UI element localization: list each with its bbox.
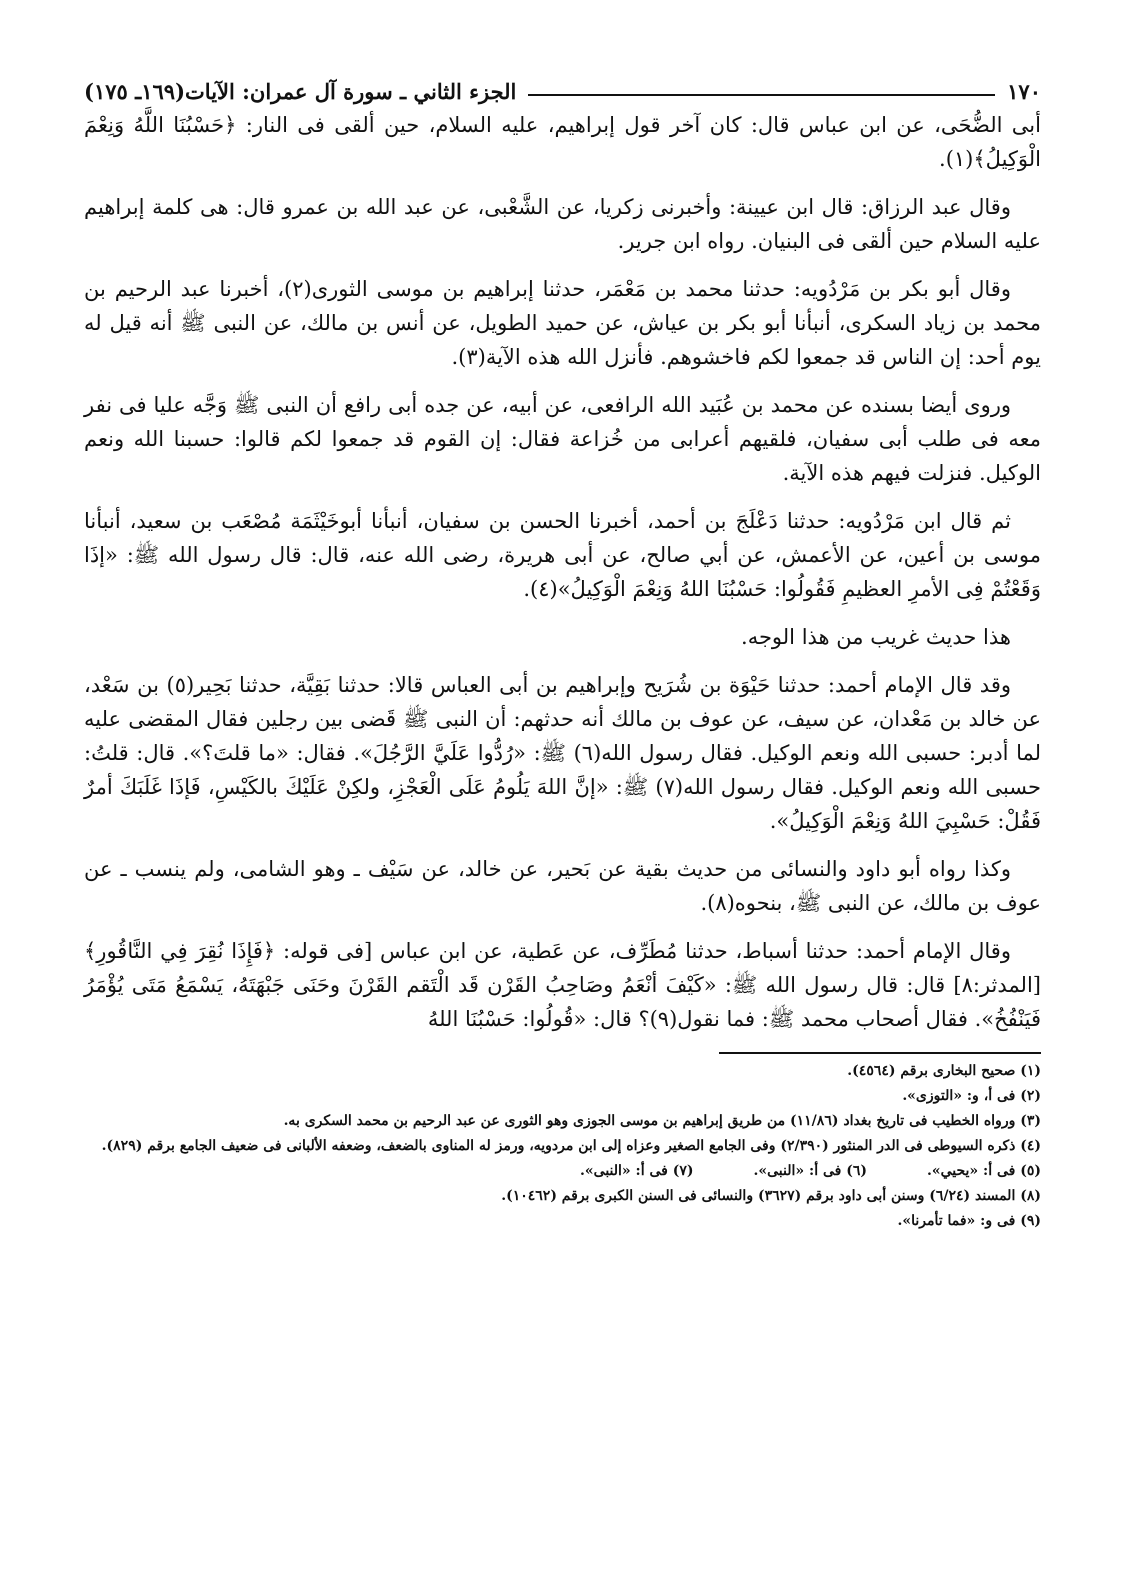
footnote: (٤) ذكره السيوطى فى الدر المنثور (٢/٣٩٠) وفى الجامع الصغير وعزاه إلى ابن مردويه، ورمز له المناوى بالضعف، وضعفه الألبانى فى ضعيف الجامع برقم (٨٢٩).: [101, 1138, 1041, 1154]
page-number: ١٧٠: [1007, 79, 1041, 104]
footnote: (١) صحيح البخارى برقم (٤٥٦٤).: [847, 1063, 1041, 1079]
footnote-separator: [719, 1052, 1041, 1054]
footnote: (٣) ورواه الخطيب فى تاريخ بغداد (١١/٨٦) من طريق إبراهيم بن موسى الجوزى وهو الثورى عن عبد الرحيم بن محمد السكرى به.: [283, 1113, 1041, 1129]
footnote: (٦) فى أ: «النبى».: [753, 1163, 867, 1179]
running-title: الجزء الثاني ـ سورة آل عمران: الآيات(١٦٩ـ ١٧٥): [84, 79, 517, 104]
footnote: (٩) فى و: «فما تأمرنا».: [897, 1213, 1041, 1229]
paragraph: وكذا رواه أبو داود والنسائى من حديث بقية عن بَحير، عن خالد، عن سَيْف ـ وهو الشامى، ولم ينسب ـ عن عوف بن مالك، عن النبى ﷺ، بنحوه(٨).: [84, 857, 1041, 915]
main-text: [84, 108, 1041, 1036]
page-header: [84, 66, 1041, 104]
paragraph: وقد قال الإمام أحمد: حدثنا حَيْوَة بن شُرَيح وإبراهيم بن أبى العباس قالا: حدثنا بَقِيَّة، حدثنا بَحِير(٥) بن سَعْد، عن خالد بن مَعْدان، عن سيف، عن عوف بن مالك أنه حدثهم: أن النبى ﷺ قَضى بين رجلين فقال المقضى عليه لما أدبر: حسبى الله ونعم الوكيل. فقال رسول الله(٦) ﷺ: «رُدُّوا عَلَيَّ الرَّجُلَ». فقال: «ما قلتَ؟». قال: قلتُ: حسبى الله ونعم الوكيل. فقال رسول الله(٧) ﷺ: «إنَّ اللهَ يَلُومُ عَلَى الْعَجْزِ، ولكِنْ عَلَيْكَ بالكَيْسِ، فَإذَا غَلَبَكَ أمرٌ فَقُلْ: حَسْبِيَ اللهُ وَنِعْمَ الْوَكِيلُ».: [84, 673, 1042, 833]
paragraph: ثم قال ابن مَرْدُويه: حدثنا دَعْلَجَ بن أحمد، أخبرنا الحسن بن سفيان، أنبأنا أبوخَيْثَمَة مُصْعَب بن سعيد، أنبأنا موسى بن أعين، عن الأعمش، عن أبي صالح، عن أبى هريرة، رضى الله عنه، قال: قال رسول الله ﷺ: «إذَا وَقَعْتُمْ فِى الأمرِ العظيمِ فَقُولُوا: حَسْبُنَا اللهُ وَنِعْمَ الْوَكِيلُ»(٤).: [84, 509, 1041, 601]
footnote: (٢) فى أ، و: «التوزى».: [902, 1088, 1041, 1104]
paragraph: وقال عبد الرزاق: قال ابن عيينة: وأخبرنى زكريا، عن الشَّعْبى، عن عبد الله بن عمرو قال: هى كلمة إبراهيم عليه السلام حين ألقى فى البنيان. رواه ابن جرير.: [84, 195, 1041, 253]
footnote: (٧) فى أ: «النبى».: [580, 1163, 694, 1179]
footnote: (٥) فى أ: «يحيي».: [926, 1163, 1041, 1179]
paragraph: وقال أبو بكر بن مَرْدُويه: حدثنا محمد بن مَعْمَر، حدثنا إبراهيم بن موسى الثورى(٢)، أخبرنا عبد الرحيم بن محمد بن زياد السكرى، أنبأنا أبو بكر بن عياش، عن حميد الطويل، عن أنس بن مالك، عن النبى ﷺ أنه قيل له يوم أحد: إن الناس قد جمعوا لكم فاخشوهم. فأنزل الله هذه الآية(٣).: [84, 277, 1041, 369]
footnote-row: [84, 1160, 1041, 1182]
paragraph: هذا حديث غريب من هذا الوجه.: [741, 625, 1011, 649]
footnotes: [84, 1060, 1041, 1232]
paragraph: وقال الإمام أحمد: حدثنا أسباط، حدثنا مُطَرِّف، عن عَطية، عن ابن عباس [فى قوله: ﴿فَإِذَا نُقِرَ فِي النَّاقُورِ﴾[المدثر:٨] قال: قال رسول الله ﷺ: «كَيْفَ أنْعَمُ وصَاحِبُ القَرْن قَد الْتَقم القَرْنَ وحَنَى جَبْهَتَهُ، يَسْمَعُ مَتَى يُؤْمَرُ فَيَنْفُخُ». فقال أصحاب محمد ﷺ: فما نقول(٩)؟ قال: «قُولُوا: حَسْبُنَا اللهُ: [84, 939, 1041, 1031]
footnote: (٨) المسند (٦/٢٤) وسنن أبى داود برقم (٣٦٢٧) والنسائى فى السنن الكبرى برقم (١٠٤٦٢).: [501, 1188, 1041, 1204]
header-rule: [528, 94, 995, 96]
paragraph: أبى الضُّحَى، عن ابن عباس قال: كان آخر قول إبراهيم، عليه السلام، حين ألقى فى النار: ﴿حَسْبُنَا اللَّهُ وَنِعْمَ الْوَكِيلُ﴾(١).: [84, 113, 1041, 171]
paragraph: وروى أيضا بسنده عن محمد بن عُبَيد الله الرافعى، عن أبيه، عن جده أبى رافع أن النبى ﷺ وَجَّه عليا فى نفر معه فى طلب أبى سفيان، فلقيهم أعرابى من خُزاعة فقال: إن القوم قد جمعوا لكم قالوا: حسبنا الله ونعم الوكيل. فنزلت فيهم هذه الآية.: [84, 393, 1041, 485]
